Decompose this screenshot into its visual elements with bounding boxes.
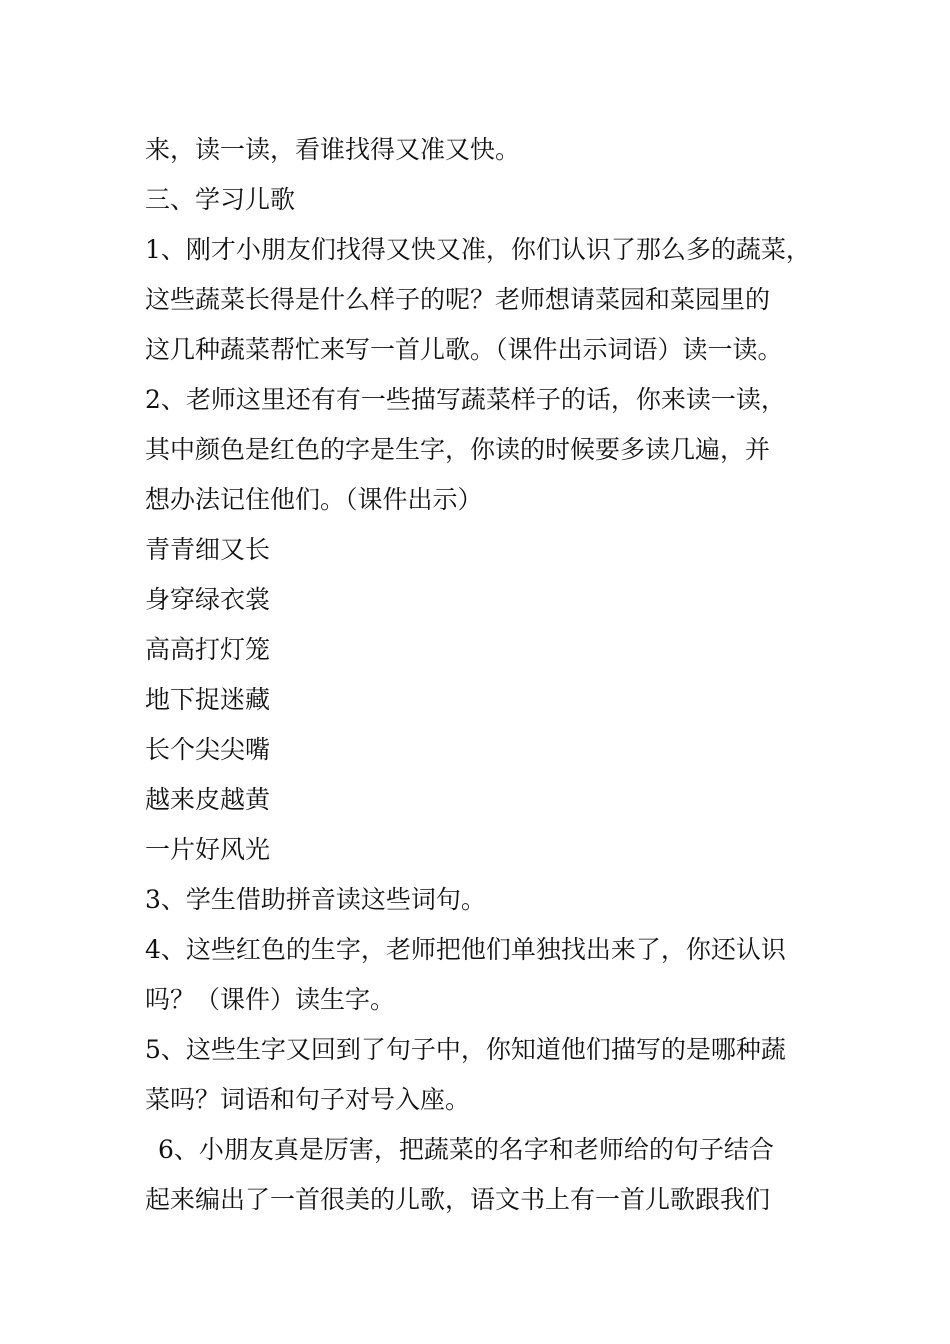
text-line: 菜吗？词语和句子对号入座。 — [145, 1085, 471, 1114]
text-line: 这几种蔬菜帮忙来写一首儿歌。（课件出示词语）读一读。 — [145, 335, 783, 364]
poem-line: 越来皮越黄 — [145, 785, 271, 814]
poem-line: 长个尖尖嘴 — [145, 735, 271, 764]
text-line: 来，读一读，看谁找得又准又快。 — [145, 135, 521, 164]
text-line: 想办法记住他们。（课件出示） — [145, 485, 483, 514]
text-line: 这些蔬菜长得是什么样子的呢？老师想请菜园和菜园里的 — [145, 285, 771, 314]
text-line: 6、小朋友真是厉害，把蔬菜的名字和老师给的句子结合 — [158, 1135, 774, 1164]
poem-line: 一片好风光 — [145, 835, 271, 864]
text-line: 4、这些红色的生字，老师把他们单独找出来了，你还认识 — [145, 935, 786, 964]
section-heading: 三、学习儿歌 — [145, 185, 296, 214]
poem-line: 身穿绿衣裳 — [145, 585, 271, 614]
text-line: 5、这些生字又回到了句子中，你知道他们描写的是哪种蔬 — [145, 1035, 786, 1064]
text-line: 吗？（课件）读生字。 — [145, 985, 396, 1014]
poem-line: 地下捉迷藏 — [145, 685, 271, 714]
text-line: 1、刚才小朋友们找得又快又准，你们认识了那么多的蔬菜， — [145, 235, 811, 264]
poem-line: 青青细又长 — [145, 535, 271, 564]
poem-line: 高高打灯笼 — [145, 635, 271, 664]
text-line: 2、老师这里还有有一些描写蔬菜样子的话，你来读一读， — [145, 385, 786, 414]
text-line: 其中颜色是红色的字是生字，你读的时候要多读几遍，并 — [145, 435, 771, 464]
text-line: 起来编出了一首很美的儿歌，语文书上有一首儿歌跟我们 — [145, 1185, 771, 1214]
text-line: 3、学生借助拼音读这些词句。 — [145, 885, 486, 914]
